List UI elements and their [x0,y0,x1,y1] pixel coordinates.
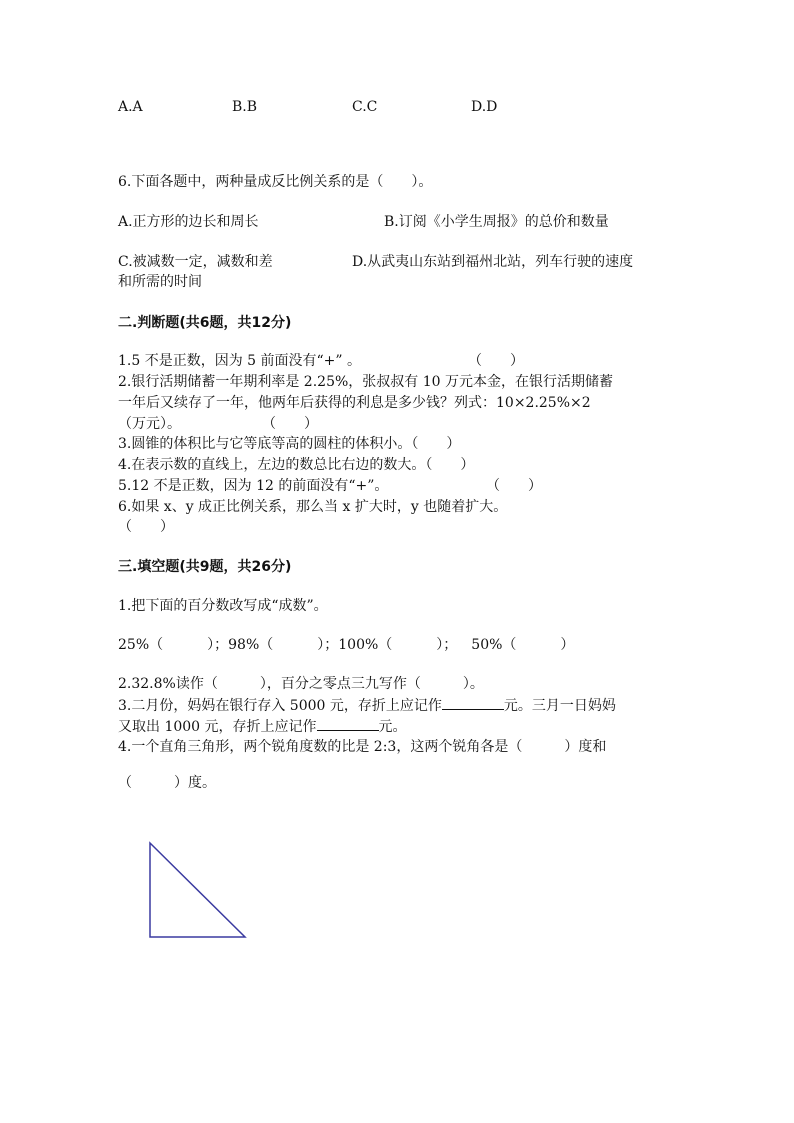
fill-q1-part-5: 50%（ [471,637,517,653]
right-triangle [150,843,245,937]
judge-item-6-paren: （ ） [118,519,174,535]
fill-q4: 4.一个直角三角形，两个锐角度数的比是 2:3，这两个锐角各是（ ）度和 [118,739,607,755]
option-c: C.C [352,99,378,115]
judge-item-2: 2.银行活期储蓄一年期利率是 2.25%，张叔叔有 10 万元本金，在银行活期储蓄 [118,374,613,390]
option-a: A.A [118,99,143,115]
fill-q1-part-4: ）； [436,637,458,653]
q6-option-c: C.被减数一定，减数和差 [118,254,273,270]
fill-q3-text-b: 元。三月一日妈妈 [503,698,616,714]
judge-item-2-paren: （ ） [262,416,318,432]
q6-option-b: B.订阅《小学生周报》的总价和数量 [384,214,609,230]
right-triangle-figure [144,838,254,942]
judge-item-3: 3.圆锥的体积比与它等底等高的圆柱的体积小。（ ） [118,436,461,452]
fill-q1: 1.把下面的百分数改写成“成数”。 [118,598,328,614]
fill-q3-blank-1 [442,695,504,710]
judge-item-5-paren: （ ） [486,478,542,494]
judge-item-2-cont2: （万元）。 [118,416,181,432]
q6-option-a: A.正方形的边长和周长 [118,214,259,230]
judge-item-5: 5.12 不是正数，因为 12 的前面没有“+”。 [118,478,389,494]
option-d: D.D [471,99,498,115]
fill-q1-part-2: ）；98%（ [207,637,274,653]
fill-q2: 2.32.8%读作（ ），百分之零点三九写作（ ）。 [118,676,484,692]
fill-q1-parts [118,635,574,655]
judge-item-1: 1.5 不是正数，因为 5 前面没有“+” 。 [118,353,362,369]
judge-item-6: 6.如果 x、y 成正比例关系，那么当 x 扩大时，y 也随着扩大。 [118,499,508,515]
fill-q1-part-3: ）；100%（ [317,637,393,653]
judge-item-2-cont: 一年后又续存了一年，他两年后获得的利息是多少钱？列式：10×2.25%×2 [118,395,591,411]
fill-q4-cont: （ ）度。 [118,775,216,791]
q6-option-d: D.从武夷山东站到福州北站，列车行驶的速度 [352,254,634,270]
fill-q3-line2 [118,716,407,737]
fill-q3-text-c: 又取出 1000 元，存折上应记作 [118,719,317,735]
fill-q1-part-1: 25%（ [118,637,164,653]
section3-title: 三.填空题(共9题，共26分) [118,559,292,575]
fill-q3-line1 [118,695,616,716]
fill-q3-text-d: 元。 [378,719,407,735]
judge-item-1-paren: （ ） [468,353,524,369]
judge-item-4: 4.在表示数的直线上，左边的数总比右边的数大。（ ） [118,457,475,473]
option-b: B.B [232,99,258,115]
section2-title: 二.判断题(共6题，共12分) [118,315,292,331]
fill-q1-part-6: ） [560,637,575,653]
fill-q3-text-a: 3.二月份，妈妈在银行存入 5000 元，存折上应记作 [118,698,442,714]
q6-option-d-cont: 和所需的时间 [118,274,202,290]
fill-q3-blank-2 [317,716,379,731]
q6-stem: 6.下面各题中，两种量成反比例关系的是（ ）。 [118,174,433,190]
